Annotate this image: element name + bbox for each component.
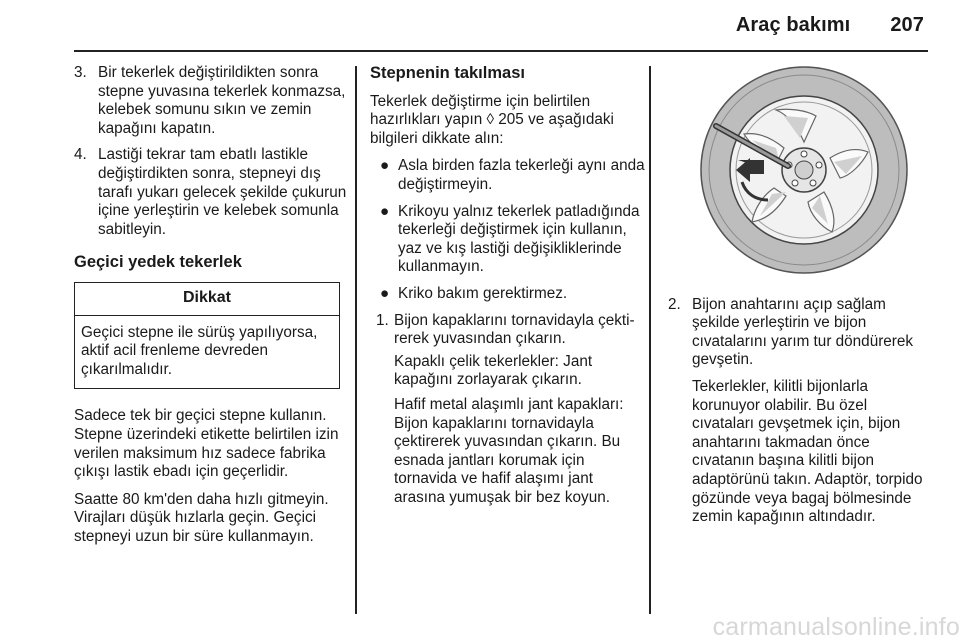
column-divider: [355, 66, 357, 614]
list-item: [370, 203, 648, 277]
bullet-text: Kriko bakım gerektirmez.: [398, 284, 568, 302]
list-item: [74, 146, 350, 239]
sub-paragraph: Kapaklı çelik tekerlekler: Jant kapağını zorlayarak çıkarın.: [394, 352, 593, 389]
caution-body: Geçici stepne ile sürüş yapılıyorsa, aktif acil frenleme devreden çıkarılmalıdır.: [81, 323, 318, 378]
column-left: [74, 64, 350, 555]
bullet-icon: ●: [380, 284, 390, 302]
step-number: 4.: [74, 146, 87, 164]
list-item: [370, 157, 648, 194]
step-number: 2.: [668, 295, 681, 313]
sub-paragraph: Hafif metal alaşımlı jant kapakları: Bijon kapaklarını tornavidayla çektirerek yuvasından çıkarın. Bu esnada jantları korumak için tornavida ve hafif alaşımı jant arasına yumuşak bir bez koyun.: [394, 395, 624, 506]
step-number: 1.: [376, 311, 389, 329]
step-text: Bijon kapaklarını tornavidayla çektirerek yuvasından çıkarın.: [394, 311, 635, 348]
sub-paragraph: Tekerlekler, kilitli bijonlarla korunuyor olabilir. Bu özel cıvataları gevşetmek için, bijon anahtarını takmadan önce cıvatanın başına kilitli bijon adaptörünü takın. Adaptör, torpido gözünde veya bagaj bölmesinde zemin kapağının altındadır.: [692, 377, 923, 526]
page-number: 207: [890, 14, 924, 36]
section-title: Araç bakımı: [735, 14, 851, 36]
bullet-icon: ●: [380, 202, 390, 220]
step-text: Bir tekerlek değiştirildikten sonra stepne yuvasına tekerlek konmazsa, kelebek somunu sıkın ve zemin kapağını kapatın.: [98, 64, 346, 137]
step-number: 3.: [74, 64, 87, 81]
intro-paragraph: [370, 93, 648, 149]
bullet-text: Asla birden fazla tekerleği aynı anda değiştirmeyin.: [398, 157, 645, 193]
column-middle: [370, 64, 648, 515]
bullet-text: Krikoyu yalnız tekerlek patladığında tekerleği değiştirmek için kullanın, yaz ve kış lastiği değişikliklerinde kullanmayın.: [398, 202, 640, 276]
header-rule: [74, 50, 928, 52]
column-divider: [649, 66, 651, 614]
paragraph: Sadece tek bir geçici stepne kullanın. Stepne üzerindeki etikette belirtilen izin verilen maksimum hız sadece fabrika çıkışı lastik ebadı için geçerlidir.: [74, 407, 339, 481]
column-right: [668, 64, 930, 535]
caution-title: Dikkat: [75, 283, 339, 316]
step-list: [370, 312, 648, 508]
list-item: [370, 312, 648, 508]
intro-text: 205 ve aşağıdaki bilgileri dikkate alın:: [370, 111, 614, 147]
section-heading: Stepnenin takılması: [370, 64, 525, 82]
step-list: [74, 64, 350, 239]
cross-reference-icon: ◊: [486, 111, 495, 129]
step-list: [668, 296, 930, 527]
section-heading: Geçici yedek tekerlek: [74, 253, 242, 272]
caution-box: [74, 282, 340, 389]
bullet-list: [370, 157, 648, 303]
list-item: [370, 285, 648, 304]
watermark: carmanualsonline.info: [712, 613, 960, 641]
list-item: [74, 64, 350, 138]
step-text: Bijon anahtarını açıp sağlam şekilde yerleştirin ve bijon cıvatalarını yarım tur döndürerek gevşetin.: [692, 295, 914, 369]
intro-text: Tekerlek değiştirme için belirtilen hazırlıkları yapın: [370, 92, 591, 129]
page-header: [736, 14, 924, 37]
step-text: Lastiği tekrar tam ebatlı lastikle değiştirdikten sonra, stepneyi dış tarafı yukarı gelecek şekilde çukurun içine yerleştirin ve kelebek somunla sabitleyin.: [98, 146, 347, 238]
paragraph: Saatte 80 km'den daha hızlı gitmeyin. Virajları düşük hızlarla geçin. Geçici stepneyi uzun bir süre kullanmayın.: [74, 490, 329, 545]
wheel-wrench-illustration: [676, 64, 926, 274]
list-item: [668, 296, 930, 527]
bullet-icon: ●: [380, 157, 390, 175]
